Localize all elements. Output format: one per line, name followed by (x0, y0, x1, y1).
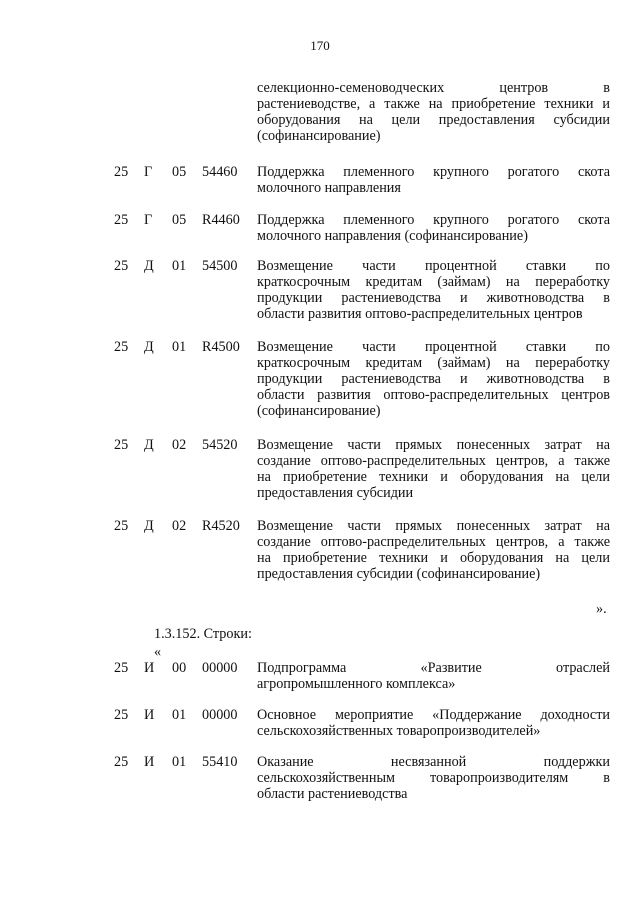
text-line: на приобретение техники и оборудования на цели (257, 469, 610, 485)
text-line: Возмещение части прямых понесенных затрат на (257, 437, 610, 453)
table-row (110, 437, 610, 517)
text-line: Оказание несвязанной поддержки (257, 754, 610, 770)
text-line: Возмещение части прямых понесенных затрат на (257, 518, 610, 534)
text-line: на приобретение техники и оборудования на цели (257, 550, 610, 566)
row-id: 55410 (202, 754, 238, 770)
text-line: (софинансирование) (257, 128, 381, 144)
text-line: создание оптово-распределительных центров, а также (257, 534, 610, 550)
row-num: 05 (172, 212, 187, 228)
text-line: области растениеводства (257, 786, 408, 802)
text-line: краткосрочным кредитам (займам) на переработку (257, 274, 610, 290)
row-letter: Д (144, 258, 154, 274)
row-code: 25 (114, 164, 129, 180)
row-text (257, 518, 610, 582)
row-text (257, 660, 610, 692)
row-text (257, 707, 610, 739)
row-text (257, 258, 610, 322)
row-code: 25 (114, 339, 129, 355)
row-num: 01 (172, 339, 187, 355)
row-id: 54500 (202, 258, 238, 274)
table-row (110, 258, 610, 338)
text-line: агропромышленного комплекса» (257, 676, 456, 692)
text-line: продукции растениеводства и животноводства в (257, 290, 610, 306)
row-letter: И (144, 660, 155, 676)
row-letter: Д (144, 339, 154, 355)
text-line: Возмещение части процентной ставки по (257, 339, 610, 355)
text-line: Поддержка племенного крупного рогатого скота (257, 212, 610, 228)
section-title: 1.3.152. Строки: (154, 626, 252, 642)
row-letter: Г (144, 212, 153, 228)
text-line: Поддержка племенного крупного рогатого скота (257, 164, 610, 180)
row-text (257, 754, 610, 802)
row-code: 25 (114, 258, 129, 274)
row-id: 00000 (202, 707, 238, 723)
text-line: области развития оптово-распределительных центров (257, 387, 610, 403)
row-id: R4500 (202, 339, 240, 355)
row-letter: Г (144, 164, 153, 180)
text-line: Подпрограмма «Развитие отраслей (257, 660, 610, 676)
row-code: 25 (114, 518, 129, 534)
text-line: селекционно-семеноводческих центров в (257, 80, 610, 96)
row-id: R4520 (202, 518, 240, 534)
row-id: 54520 (202, 437, 238, 453)
row-num: 01 (172, 754, 187, 770)
row-letter: Д (144, 437, 154, 453)
row-text (257, 164, 610, 196)
text-line: Возмещение части процентной ставки по (257, 258, 610, 274)
text-line: оборудования на цели предоставления субсидии (257, 112, 610, 128)
row-num: 05 (172, 164, 187, 180)
row-code: 25 (114, 437, 129, 453)
text-line: предоставления субсидии (софинансирование) (257, 566, 541, 582)
text-line: сельскохозяйственным товаропроизводителям в (257, 770, 610, 786)
row-letter: И (144, 707, 155, 723)
row-code: 25 (114, 754, 129, 770)
table-row (110, 754, 610, 834)
text-line: растениеводстве, а также на приобретение техники и (257, 96, 610, 112)
row-num: 00 (172, 660, 187, 676)
row-id: 00000 (202, 660, 238, 676)
continuation-text (257, 80, 610, 144)
row-code: 25 (114, 212, 129, 228)
row-id: 54460 (202, 164, 238, 180)
text-line: (софинансирование) (257, 403, 381, 419)
row-letter: И (144, 754, 155, 770)
table-row (110, 339, 610, 419)
close-quote: ». (596, 601, 607, 617)
text-line: сельскохозяйственных товаропроизводителей» (257, 723, 541, 739)
text-line: молочного направления (257, 180, 401, 196)
row-text (257, 437, 610, 501)
text-line: молочного направления (софинансирование) (257, 228, 528, 244)
text-line: продукции растениеводства и животноводства в (257, 371, 610, 387)
row-num: 01 (172, 258, 187, 274)
row-code: 25 (114, 660, 129, 676)
row-letter: Д (144, 518, 154, 534)
row-num: 01 (172, 707, 187, 723)
text-line: предоставления субсидии (257, 485, 414, 501)
row-id: R4460 (202, 212, 240, 228)
row-text (257, 212, 610, 244)
row-num: 02 (172, 518, 187, 534)
row-code: 25 (114, 707, 129, 723)
row-num: 02 (172, 437, 187, 453)
text-line: Основное мероприятие «Поддержание доходности (257, 707, 610, 723)
table-row (110, 518, 610, 598)
page-number: 170 (310, 38, 330, 53)
text-line: краткосрочным кредитам (займам) на переработку (257, 355, 610, 371)
open-quote: « (154, 644, 162, 660)
text-line: области развития оптово-распределительных центров (257, 306, 583, 322)
row-text (257, 339, 610, 419)
text-line: создание оптово-распределительных центров, а также (257, 453, 610, 469)
